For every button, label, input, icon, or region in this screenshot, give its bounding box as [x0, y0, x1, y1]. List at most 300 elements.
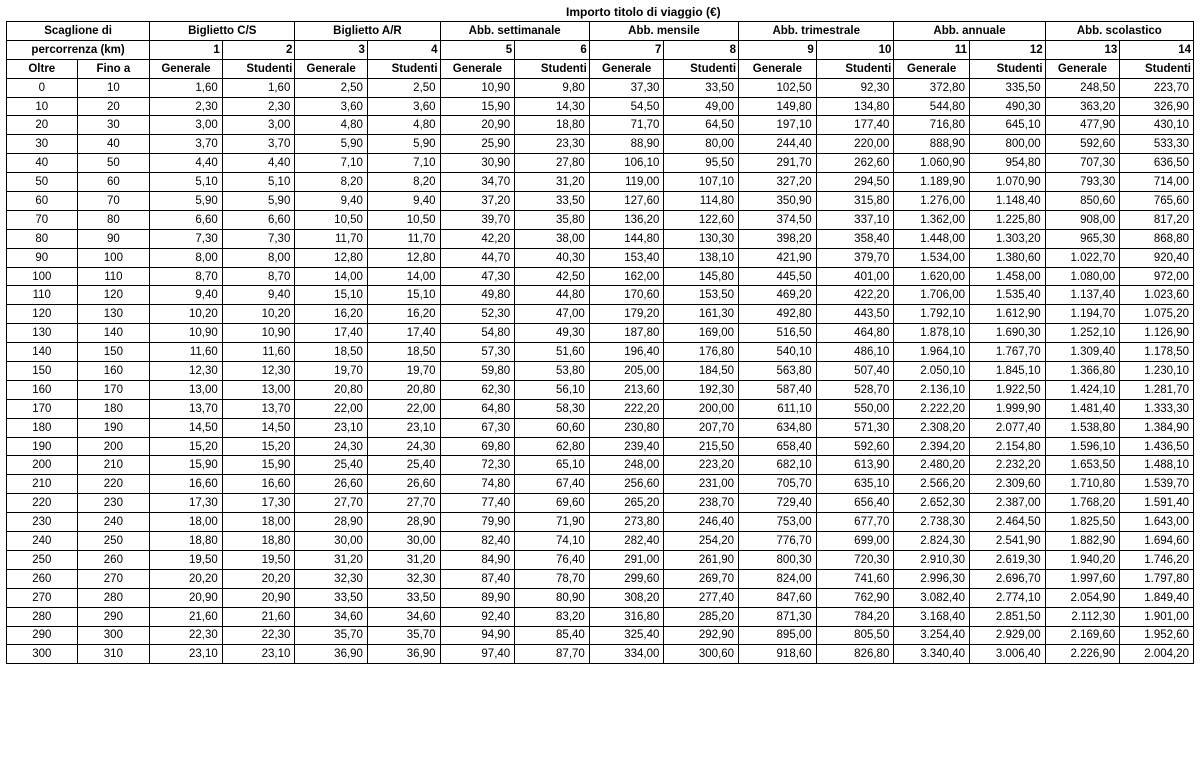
- cell-fare: 1.252,10: [1045, 324, 1120, 343]
- group-header: Abb. mensile: [589, 22, 738, 41]
- cell-fare: 544,80: [894, 97, 970, 116]
- cell-fare: 1.189,90: [894, 173, 970, 192]
- column-number: 9: [739, 40, 817, 59]
- cell-fare: 24,30: [295, 437, 368, 456]
- cell-fare: 635,10: [816, 475, 894, 494]
- cell-fare: 18,50: [367, 343, 440, 362]
- table-row: [7, 78, 1194, 97]
- cell-fare: 213,60: [589, 380, 664, 399]
- cell-fare: 1.845,10: [969, 362, 1045, 381]
- cell-fare: 4,80: [367, 116, 440, 135]
- cell-fare: 335,50: [969, 78, 1045, 97]
- cell-fare: 82,40: [440, 532, 515, 551]
- cell-fare: 21,60: [222, 607, 295, 626]
- cell-fino-a: 10: [77, 78, 150, 97]
- cell-fare: 25,40: [367, 456, 440, 475]
- sub-header: Studenti: [515, 59, 590, 78]
- cell-fare: 36,90: [367, 645, 440, 664]
- table-row: [7, 116, 1194, 135]
- cell-fare: 87,70: [515, 645, 590, 664]
- cell-fare: 15,20: [222, 437, 295, 456]
- cell-fare: 2.566,20: [894, 475, 970, 494]
- cell-fare: 197,10: [739, 116, 817, 135]
- cell-fare: 14,50: [222, 418, 295, 437]
- cell-fare: 5,10: [222, 173, 295, 192]
- cell-fare: 895,00: [739, 626, 817, 645]
- cell-fare: 699,00: [816, 532, 894, 551]
- cell-fare: 34,60: [367, 607, 440, 626]
- cell-fare: 10,90: [222, 324, 295, 343]
- cell-oltre: 190: [7, 437, 78, 456]
- cell-fare: 10,90: [440, 78, 515, 97]
- cell-fare: 1,60: [222, 78, 295, 97]
- cell-fino-a: 230: [77, 494, 150, 513]
- cell-fare: 26,60: [295, 475, 368, 494]
- cell-fare: 8,20: [367, 173, 440, 192]
- cell-fare: 13,00: [150, 380, 223, 399]
- cell-fare: 720,30: [816, 550, 894, 569]
- cell-fare: 1.070,90: [969, 173, 1045, 192]
- cell-fare: 1.060,90: [894, 154, 970, 173]
- cell-fare: 1.901,00: [1120, 607, 1194, 626]
- cell-fare: 592,60: [816, 437, 894, 456]
- cell-fare: 14,30: [515, 97, 590, 116]
- cell-fare: 19,70: [367, 362, 440, 381]
- cell-fare: 334,00: [589, 645, 664, 664]
- cell-fare: 3.082,40: [894, 588, 970, 607]
- cell-fare: 1.333,30: [1120, 399, 1194, 418]
- cell-fino-a: 140: [77, 324, 150, 343]
- cell-fare: 350,90: [739, 192, 817, 211]
- cell-fare: 19,50: [222, 550, 295, 569]
- table-row: [7, 550, 1194, 569]
- cell-fino-a: 90: [77, 229, 150, 248]
- cell-fare: 2,30: [222, 97, 295, 116]
- fare-table: [6, 21, 1194, 664]
- cell-fare: 69,60: [515, 494, 590, 513]
- cell-fare: 2.619,30: [969, 550, 1045, 569]
- cell-fare: 27,80: [515, 154, 590, 173]
- cell-fare: 244,40: [739, 135, 817, 154]
- cell-fare: 2.169,60: [1045, 626, 1120, 645]
- cell-fare: 741,60: [816, 569, 894, 588]
- cell-fare: 34,70: [440, 173, 515, 192]
- cell-fare: 8,00: [222, 248, 295, 267]
- cell-fare: 658,40: [739, 437, 817, 456]
- cell-fare: 2.222,20: [894, 399, 970, 418]
- cell-fare: 14,50: [150, 418, 223, 437]
- cell-fare: 492,80: [739, 305, 817, 324]
- cell-fare: 19,70: [295, 362, 368, 381]
- cell-fino-a: 150: [77, 343, 150, 362]
- cell-fino-a: 130: [77, 305, 150, 324]
- cell-fare: 1.694,60: [1120, 532, 1194, 551]
- cell-fare: 2.774,10: [969, 588, 1045, 607]
- cell-fare: 14,00: [295, 267, 368, 286]
- cell-fare: 2.112,30: [1045, 607, 1120, 626]
- cell-fare: 34,60: [295, 607, 368, 626]
- cell-fare: 1.792,10: [894, 305, 970, 324]
- cell-fino-a: 50: [77, 154, 150, 173]
- cell-fare: 47,30: [440, 267, 515, 286]
- cell-fare: 72,30: [440, 456, 515, 475]
- cell-fare: 2.480,20: [894, 456, 970, 475]
- cell-fare: 316,80: [589, 607, 664, 626]
- cell-fare: 20,90: [150, 588, 223, 607]
- cell-fare: 430,10: [1120, 116, 1194, 135]
- cell-oltre: 60: [7, 192, 78, 211]
- group-header: Abb. settimanale: [440, 22, 589, 41]
- column-number: 5: [440, 40, 515, 59]
- cell-fare: 23,30: [515, 135, 590, 154]
- cell-fare: 95,50: [664, 154, 739, 173]
- cell-fare: 9,40: [222, 286, 295, 305]
- cell-fare: 379,70: [816, 248, 894, 267]
- table-row: [7, 173, 1194, 192]
- cell-fare: 469,20: [739, 286, 817, 305]
- cell-fare: 871,30: [739, 607, 817, 626]
- group-header-row: [7, 22, 1194, 41]
- cell-fare: 528,70: [816, 380, 894, 399]
- cell-fare: 30,00: [367, 532, 440, 551]
- cell-fare: 13,70: [150, 399, 223, 418]
- cell-oltre: 30: [7, 135, 78, 154]
- column-number: 2: [222, 40, 295, 59]
- cell-fare: 793,30: [1045, 173, 1120, 192]
- cell-fare: 765,60: [1120, 192, 1194, 211]
- cell-fare: 15,90: [150, 456, 223, 475]
- cell-oltre: 180: [7, 418, 78, 437]
- cell-fare: 1.539,70: [1120, 475, 1194, 494]
- cell-fare: 15,20: [150, 437, 223, 456]
- cell-fare: 2.004,20: [1120, 645, 1194, 664]
- cell-fare: 192,30: [664, 380, 739, 399]
- table-row: [7, 626, 1194, 645]
- cell-oltre: 300: [7, 645, 78, 664]
- column-number-row: [7, 40, 1194, 59]
- cell-fare: 35,70: [367, 626, 440, 645]
- cell-fare: 231,00: [664, 475, 739, 494]
- cell-fare: 1.458,00: [969, 267, 1045, 286]
- table-row: [7, 362, 1194, 381]
- cell-fare: 215,50: [664, 437, 739, 456]
- cell-fare: 464,80: [816, 324, 894, 343]
- cell-oltre: 260: [7, 569, 78, 588]
- cell-fare: 762,90: [816, 588, 894, 607]
- cell-fare: 401,00: [816, 267, 894, 286]
- cell-fare: 1.436,50: [1120, 437, 1194, 456]
- cell-fare: 282,40: [589, 532, 664, 551]
- cell-fino-a: 120: [77, 286, 150, 305]
- cell-fare: 9,80: [515, 78, 590, 97]
- cell-fino-a: 110: [77, 267, 150, 286]
- cell-fare: 533,30: [1120, 135, 1194, 154]
- cell-fare: 15,90: [222, 456, 295, 475]
- cell-fare: 422,20: [816, 286, 894, 305]
- cell-fare: 18,80: [150, 532, 223, 551]
- cell-fino-a: 20: [77, 97, 150, 116]
- cell-fino-a: 80: [77, 210, 150, 229]
- cell-fare: 179,20: [589, 305, 664, 324]
- cell-fare: 42,20: [440, 229, 515, 248]
- column-number: 4: [367, 40, 440, 59]
- cell-fare: 134,80: [816, 97, 894, 116]
- cell-fare: 3,00: [222, 116, 295, 135]
- column-number: 10: [816, 40, 894, 59]
- group-header: Abb. trimestrale: [739, 22, 894, 41]
- cell-fare: 847,60: [739, 588, 817, 607]
- cell-fare: 106,10: [589, 154, 664, 173]
- cell-fare: 285,20: [664, 607, 739, 626]
- cell-fare: 20,90: [440, 116, 515, 135]
- cell-fare: 162,00: [589, 267, 664, 286]
- cell-fare: 77,40: [440, 494, 515, 513]
- cell-fare: 327,20: [739, 173, 817, 192]
- cell-fare: 53,80: [515, 362, 590, 381]
- cell-fare: 1.746,20: [1120, 550, 1194, 569]
- cell-fare: 33,50: [515, 192, 590, 211]
- cell-fare: 550,00: [816, 399, 894, 418]
- cell-oltre: 220: [7, 494, 78, 513]
- cell-fare: 36,90: [295, 645, 368, 664]
- cell-fare: 1.620,00: [894, 267, 970, 286]
- table-row: [7, 343, 1194, 362]
- cell-fare: 37,20: [440, 192, 515, 211]
- cell-fare: 1.940,20: [1045, 550, 1120, 569]
- column-number: 8: [664, 40, 739, 59]
- cell-fare: 1.797,80: [1120, 569, 1194, 588]
- cell-fare: 1.366,80: [1045, 362, 1120, 381]
- cell-fare: 187,80: [589, 324, 664, 343]
- cell-fare: 83,20: [515, 607, 590, 626]
- cell-fare: 33,50: [295, 588, 368, 607]
- cell-fare: 10,20: [150, 305, 223, 324]
- cell-fare: 2.050,10: [894, 362, 970, 381]
- cell-oltre: 70: [7, 210, 78, 229]
- cell-fino-a: 190: [77, 418, 150, 437]
- sub-header-row: [7, 59, 1194, 78]
- cell-fare: 965,30: [1045, 229, 1120, 248]
- cell-fare: 8,20: [295, 173, 368, 192]
- cell-fare: 363,20: [1045, 97, 1120, 116]
- sub-header: Studenti: [222, 59, 295, 78]
- cell-fare: 248,00: [589, 456, 664, 475]
- table-row: [7, 192, 1194, 211]
- table-row: [7, 229, 1194, 248]
- fare-table-body: [7, 78, 1194, 664]
- cell-fare: 56,10: [515, 380, 590, 399]
- cell-fare: 300,60: [664, 645, 739, 664]
- cell-fare: 3.006,40: [969, 645, 1045, 664]
- cell-fare: 299,60: [589, 569, 664, 588]
- cell-fare: 12,80: [367, 248, 440, 267]
- cell-fare: 62,30: [440, 380, 515, 399]
- cell-fare: 92,30: [816, 78, 894, 97]
- cell-fare: 31,20: [367, 550, 440, 569]
- cell-fare: 88,90: [589, 135, 664, 154]
- cell-fare: 177,40: [816, 116, 894, 135]
- cell-fare: 1.767,70: [969, 343, 1045, 362]
- cell-fino-a: 240: [77, 513, 150, 532]
- cell-fare: 3,00: [150, 116, 223, 135]
- cell-fare: 11,60: [222, 343, 295, 362]
- cell-fare: 17,30: [150, 494, 223, 513]
- cell-fare: 33,50: [664, 78, 739, 97]
- cell-oltre: 280: [7, 607, 78, 626]
- cell-fare: 52,30: [440, 305, 515, 324]
- cell-fare: 645,10: [969, 116, 1045, 135]
- cell-fare: 1.612,90: [969, 305, 1045, 324]
- cell-fare: 3,70: [222, 135, 295, 154]
- cell-fare: 176,80: [664, 343, 739, 362]
- cell-fare: 26,60: [367, 475, 440, 494]
- cell-fare: 64,50: [664, 116, 739, 135]
- cell-fare: 220,00: [816, 135, 894, 154]
- cell-oltre: 270: [7, 588, 78, 607]
- sub-header: Studenti: [664, 59, 739, 78]
- group-header: Abb. annuale: [894, 22, 1045, 41]
- cell-fare: 87,40: [440, 569, 515, 588]
- cell-fare: 15,90: [440, 97, 515, 116]
- cell-fare: 130,30: [664, 229, 739, 248]
- cell-fare: 262,60: [816, 154, 894, 173]
- cell-fare: 2.851,50: [969, 607, 1045, 626]
- cell-fare: 1.276,00: [894, 192, 970, 211]
- cell-fare: 273,80: [589, 513, 664, 532]
- cell-fare: 16,20: [367, 305, 440, 324]
- group-header: Biglietto A/R: [295, 22, 440, 41]
- cell-fare: 20,80: [367, 380, 440, 399]
- cell-fare: 136,20: [589, 210, 664, 229]
- cell-fare: 3,60: [295, 97, 368, 116]
- cell-fare: 421,90: [739, 248, 817, 267]
- cell-fare: 11,70: [367, 229, 440, 248]
- cell-oltre: 230: [7, 513, 78, 532]
- cell-fare: 326,90: [1120, 97, 1194, 116]
- cell-fare: 1.952,60: [1120, 626, 1194, 645]
- table-row: [7, 248, 1194, 267]
- cell-fare: 1.535,40: [969, 286, 1045, 305]
- table-row: [7, 154, 1194, 173]
- cell-fare: 1.706,00: [894, 286, 970, 305]
- cell-oltre: 110: [7, 286, 78, 305]
- cell-fare: 2.387,00: [969, 494, 1045, 513]
- cell-fare: 2.929,00: [969, 626, 1045, 645]
- cell-fare: 54,80: [440, 324, 515, 343]
- cell-fare: 64,80: [440, 399, 515, 418]
- cell-fare: 21,60: [150, 607, 223, 626]
- cell-fare: 33,50: [367, 588, 440, 607]
- cell-fino-a: 270: [77, 569, 150, 588]
- cell-fare: 161,30: [664, 305, 739, 324]
- cell-fare: 67,40: [515, 475, 590, 494]
- cell-fare: 776,70: [739, 532, 817, 551]
- cell-fare: 888,90: [894, 135, 970, 154]
- cell-fare: 6,60: [150, 210, 223, 229]
- cell-fare: 2.226,90: [1045, 645, 1120, 664]
- cell-fare: 398,20: [739, 229, 817, 248]
- cell-fare: 5,90: [150, 192, 223, 211]
- cell-fare: 1,60: [150, 78, 223, 97]
- cell-fare: 486,10: [816, 343, 894, 362]
- cell-fare: 71,70: [589, 116, 664, 135]
- cell-fare: 729,40: [739, 494, 817, 513]
- cell-fino-a: 220: [77, 475, 150, 494]
- cell-fare: 114,80: [664, 192, 739, 211]
- cell-fare: 1.448,00: [894, 229, 970, 248]
- cell-fare: 445,50: [739, 267, 817, 286]
- cell-fare: 374,50: [739, 210, 817, 229]
- cell-fino-a: 280: [77, 588, 150, 607]
- cell-fare: 805,50: [816, 626, 894, 645]
- cell-fare: 138,10: [664, 248, 739, 267]
- cell-fare: 4,80: [295, 116, 368, 135]
- cell-fare: 97,40: [440, 645, 515, 664]
- cell-fare: 42,50: [515, 267, 590, 286]
- cell-fare: 10,20: [222, 305, 295, 324]
- sub-header: Generale: [1045, 59, 1120, 78]
- cell-fare: 12,80: [295, 248, 368, 267]
- cell-fare: 2.154,80: [969, 437, 1045, 456]
- cell-fare: 277,40: [664, 588, 739, 607]
- cell-fare: 908,00: [1045, 210, 1120, 229]
- cell-fare: 20,80: [295, 380, 368, 399]
- cell-fare: 613,90: [816, 456, 894, 475]
- cell-fare: 714,00: [1120, 173, 1194, 192]
- sub-header: Studenti: [816, 59, 894, 78]
- cell-fare: 2.738,30: [894, 513, 970, 532]
- cell-fare: 291,00: [589, 550, 664, 569]
- cell-fare: 79,90: [440, 513, 515, 532]
- table-row: [7, 532, 1194, 551]
- cell-fare: 5,90: [295, 135, 368, 154]
- cell-fare: 239,40: [589, 437, 664, 456]
- distance-header-line2: percorrenza (km): [7, 40, 150, 59]
- cell-fare: 563,80: [739, 362, 817, 381]
- cell-fare: 22,00: [295, 399, 368, 418]
- cell-fare: 2,50: [367, 78, 440, 97]
- cell-fare: 826,80: [816, 645, 894, 664]
- cell-oltre: 80: [7, 229, 78, 248]
- cell-fare: 18,00: [150, 513, 223, 532]
- cell-fare: 76,40: [515, 550, 590, 569]
- cell-fare: 2.394,20: [894, 437, 970, 456]
- cell-fare: 1.596,10: [1045, 437, 1120, 456]
- cell-fare: 13,70: [222, 399, 295, 418]
- cell-fare: 753,00: [739, 513, 817, 532]
- cell-fare: 35,80: [515, 210, 590, 229]
- cell-oltre: 100: [7, 267, 78, 286]
- cell-fare: 1.148,40: [969, 192, 1045, 211]
- cell-fare: 477,90: [1045, 116, 1120, 135]
- cell-fare: 71,90: [515, 513, 590, 532]
- cell-fare: 1.653,50: [1045, 456, 1120, 475]
- column-number: 14: [1120, 40, 1194, 59]
- cell-fare: 315,80: [816, 192, 894, 211]
- cell-fare: 2.136,10: [894, 380, 970, 399]
- cell-fare: 94,90: [440, 626, 515, 645]
- cell-fare: 248,50: [1045, 78, 1120, 97]
- cell-fare: 69,80: [440, 437, 515, 456]
- cell-oltre: 170: [7, 399, 78, 418]
- cell-fare: 1.424,10: [1045, 380, 1120, 399]
- cell-fare: 9,40: [150, 286, 223, 305]
- cell-fare: 587,40: [739, 380, 817, 399]
- cell-oltre: 40: [7, 154, 78, 173]
- cell-fare: 1.126,90: [1120, 324, 1194, 343]
- cell-fare: 44,80: [515, 286, 590, 305]
- cell-fare: 5,90: [222, 192, 295, 211]
